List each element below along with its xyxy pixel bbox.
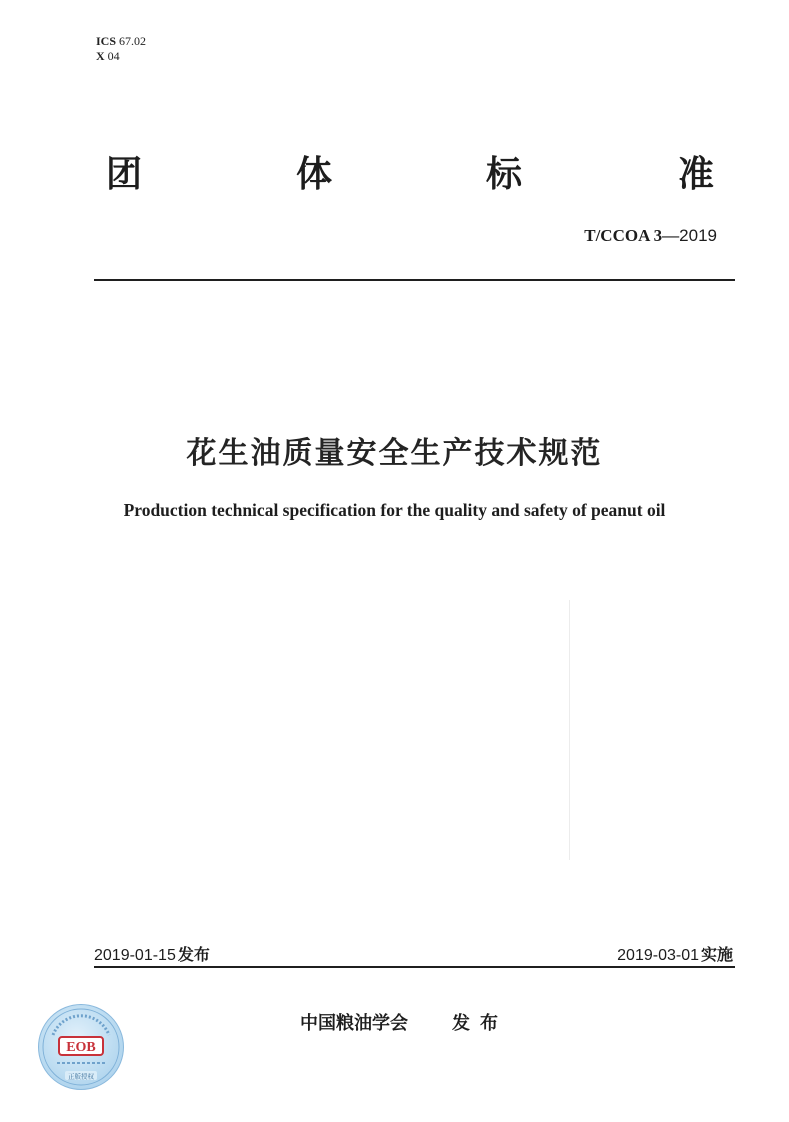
implement-label: 实施 — [700, 945, 733, 964]
classification-codes — [96, 34, 146, 64]
title-english: Production technical specification for the quality and safety of peanut oil — [123, 500, 666, 520]
ics-label: ICS — [96, 34, 117, 48]
ics-code: 67.02 — [119, 34, 147, 48]
ics-line — [96, 34, 146, 49]
ccs-line — [96, 49, 146, 64]
standard-number — [584, 226, 717, 246]
bottom-divider — [94, 966, 735, 968]
implement-date: 2019-03-01 — [617, 947, 699, 964]
issue-label: 发布 — [177, 945, 210, 964]
standard-type-char-3: 标 — [486, 154, 523, 195]
standard-type-heading — [100, 146, 730, 196]
standard-type-char-1: 团 — [106, 154, 143, 195]
scan-artifact-line — [569, 600, 570, 860]
seal-caption-text: 正版授权 — [68, 1072, 94, 1081]
ccs-code: 04 — [107, 49, 120, 63]
issue-date: 2019-01-15 — [94, 947, 176, 964]
publisher-name: 中国粮油学会 — [300, 1013, 408, 1034]
standard-code: T/CCOA 3— — [584, 226, 680, 245]
standard-type-char-4: 准 — [678, 154, 715, 195]
issue-date-line — [94, 942, 210, 965]
top-divider — [94, 279, 735, 281]
seal-emblem-icon — [39, 1005, 123, 1089]
standard-type-char-2: 体 — [296, 154, 333, 195]
publisher-line — [300, 1009, 508, 1035]
authorization-seal — [38, 1004, 124, 1090]
seal-logo-text: EOB — [66, 1040, 96, 1055]
standard-year: 2019 — [679, 226, 717, 245]
ccs-label: X — [96, 49, 105, 63]
publisher-action: 发布 — [452, 1013, 508, 1034]
title-chinese: 花生油质量安全生产技术规范 — [186, 436, 603, 471]
implement-date-line — [617, 942, 733, 965]
